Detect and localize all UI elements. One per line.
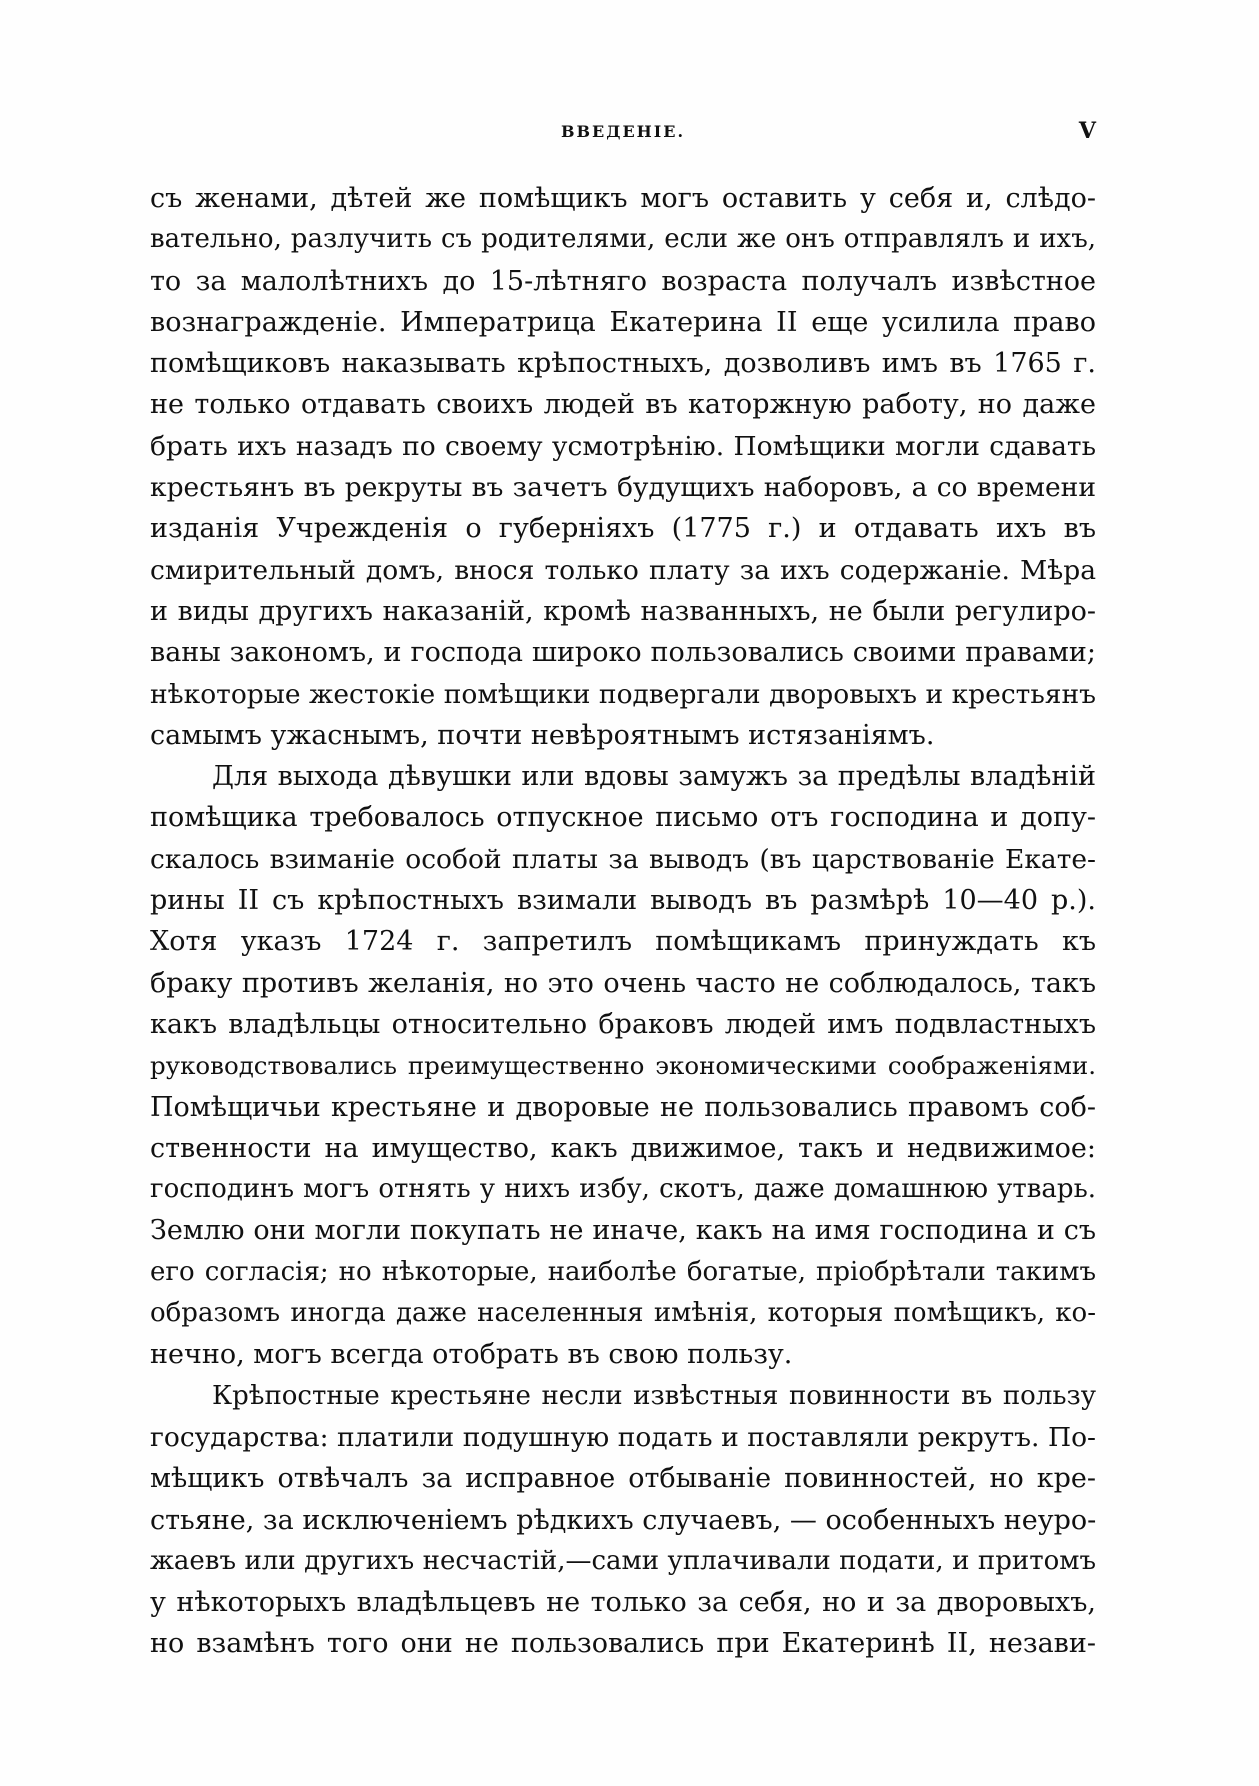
text-line: Помѣщичьи крестьяне и дворовые не пользовались правомъ соб- [150, 1091, 1096, 1123]
text-line: ственности на имущество, какъ движимое, такъ и недвижимое: [150, 1132, 1096, 1164]
text-line: съ женами, дѣтей же помѣщикъ могъ оставить у себя и, слѣдо- [150, 183, 1096, 214]
paragraph [150, 756, 1096, 1375]
text-line: рины II съ крѣпостныхъ взимали выводъ въ размѣрѣ 10—40 р.). [150, 885, 1096, 917]
text-line: брать ихъ назадъ по своему усмотрѣнію. Помѣщики могли сдавать [150, 430, 1096, 462]
text-line: Хотя указъ 1724 г. запретилъ помѣщикамъ принуждать къ [150, 926, 1096, 958]
text-line: и виды другихъ наказаній, кромѣ названныхъ, не были регулиро- [150, 595, 1096, 627]
text-line: у нѣкоторыхъ владѣльцевъ не только за себя, но и за дворовыхъ, [150, 1587, 1096, 1619]
text-line: какъ владѣльцы относительно браковъ людей имъ подвластныхъ [150, 1008, 1096, 1040]
text-line: жаевъ или другихъ несчастій,—сами уплачивали подати, и притомъ [150, 1545, 1096, 1576]
page-number: V [1078, 118, 1096, 144]
text-line: мѣщикъ отвѣчалъ за исправное отбываніе повинностей, но кре- [150, 1463, 1096, 1495]
text-line: его согласія; но нѣкоторые, наиболѣе богатые, пріобрѣтали такимъ [150, 1256, 1096, 1287]
page-header [150, 118, 1096, 148]
text-line: нѣкоторые жестокіе помѣщики подвергали дворовыхъ и крестьянъ [150, 678, 1096, 710]
text-line: господинъ могъ отнять у нихъ избу, скотъ, даже домашнюю утварь. [150, 1174, 1096, 1205]
text-line: самымъ ужаснымъ, почти невѣроятнымъ истязаніямъ. [150, 719, 935, 751]
text-line: Для выхода дѣвушки или вдовы замужъ за предѣлы владѣній [212, 761, 1096, 793]
running-head: ВВЕДЕНІЕ. [560, 122, 686, 141]
text-line: помѣщика требовалось отпускное письмо отъ господина и допу- [150, 802, 1096, 834]
text-line: образомъ иногда даже населенныя имѣнія, которыя помѣщикъ, ко- [150, 1298, 1096, 1329]
text-line: помѣщиковъ наказывать крѣпостныхъ, дозволивъ имъ въ 1765 г. [150, 348, 1096, 380]
text-line: вательно, разлучить съ родителями, если же онъ отправлялъ и ихъ, [150, 224, 1096, 255]
text-line: государства: платили подушную подать и поставляли рекрутъ. По- [150, 1421, 1096, 1453]
text-line: руководствовались преимущественно экономическими соображеніями. [150, 1051, 1096, 1081]
text-line: но взамѣнъ того они не пользовались при Екатеринѣ II, незави- [150, 1628, 1096, 1660]
text-line: смирительный домъ, внося только плату за ихъ содержаніе. Мѣра [150, 554, 1096, 586]
text-line: не только отдавать своихъ людей въ каторжную работу, но даже [150, 389, 1096, 421]
text-line: вознагражденіе. Императрица Екатерина II еще усилила право [150, 306, 1096, 338]
text-line: Крѣпостные крестьяне несли извѣстныя повинности въ пользу [212, 1380, 1096, 1411]
paragraph [150, 178, 1096, 756]
text-line: ваны закономъ, и господа широко пользовались своими правами; [150, 637, 1096, 669]
text-line: изданія Учрежденія о губерніяхъ (1775 г.) и отдавать ихъ въ [150, 513, 1096, 545]
text-line: Землю они могли покупать не иначе, какъ на имя господина и съ [150, 1215, 1096, 1247]
paragraph [150, 1376, 1096, 1665]
text-line: то за малолѣтнихъ до 15-лѣтняго возраста получалъ извѣстное [150, 265, 1096, 297]
text-line: нечно, могъ всегда отобрать въ свою пользу. [150, 1339, 793, 1371]
text-line: крестьянъ въ рекруты въ зачетъ будущихъ наборовъ, а со времени [150, 472, 1096, 504]
page-body [150, 178, 1096, 1665]
text-line: браку противъ желанія, но это очень часто не соблюдалось, такъ [150, 967, 1096, 999]
text-line: стьяне, за исключеніемъ рѣдкихъ случаевъ, — особенныхъ неуро- [150, 1504, 1096, 1536]
text-line: скалось взиманіе особой платы за выводъ (въ царствованіе Екате- [150, 843, 1096, 875]
